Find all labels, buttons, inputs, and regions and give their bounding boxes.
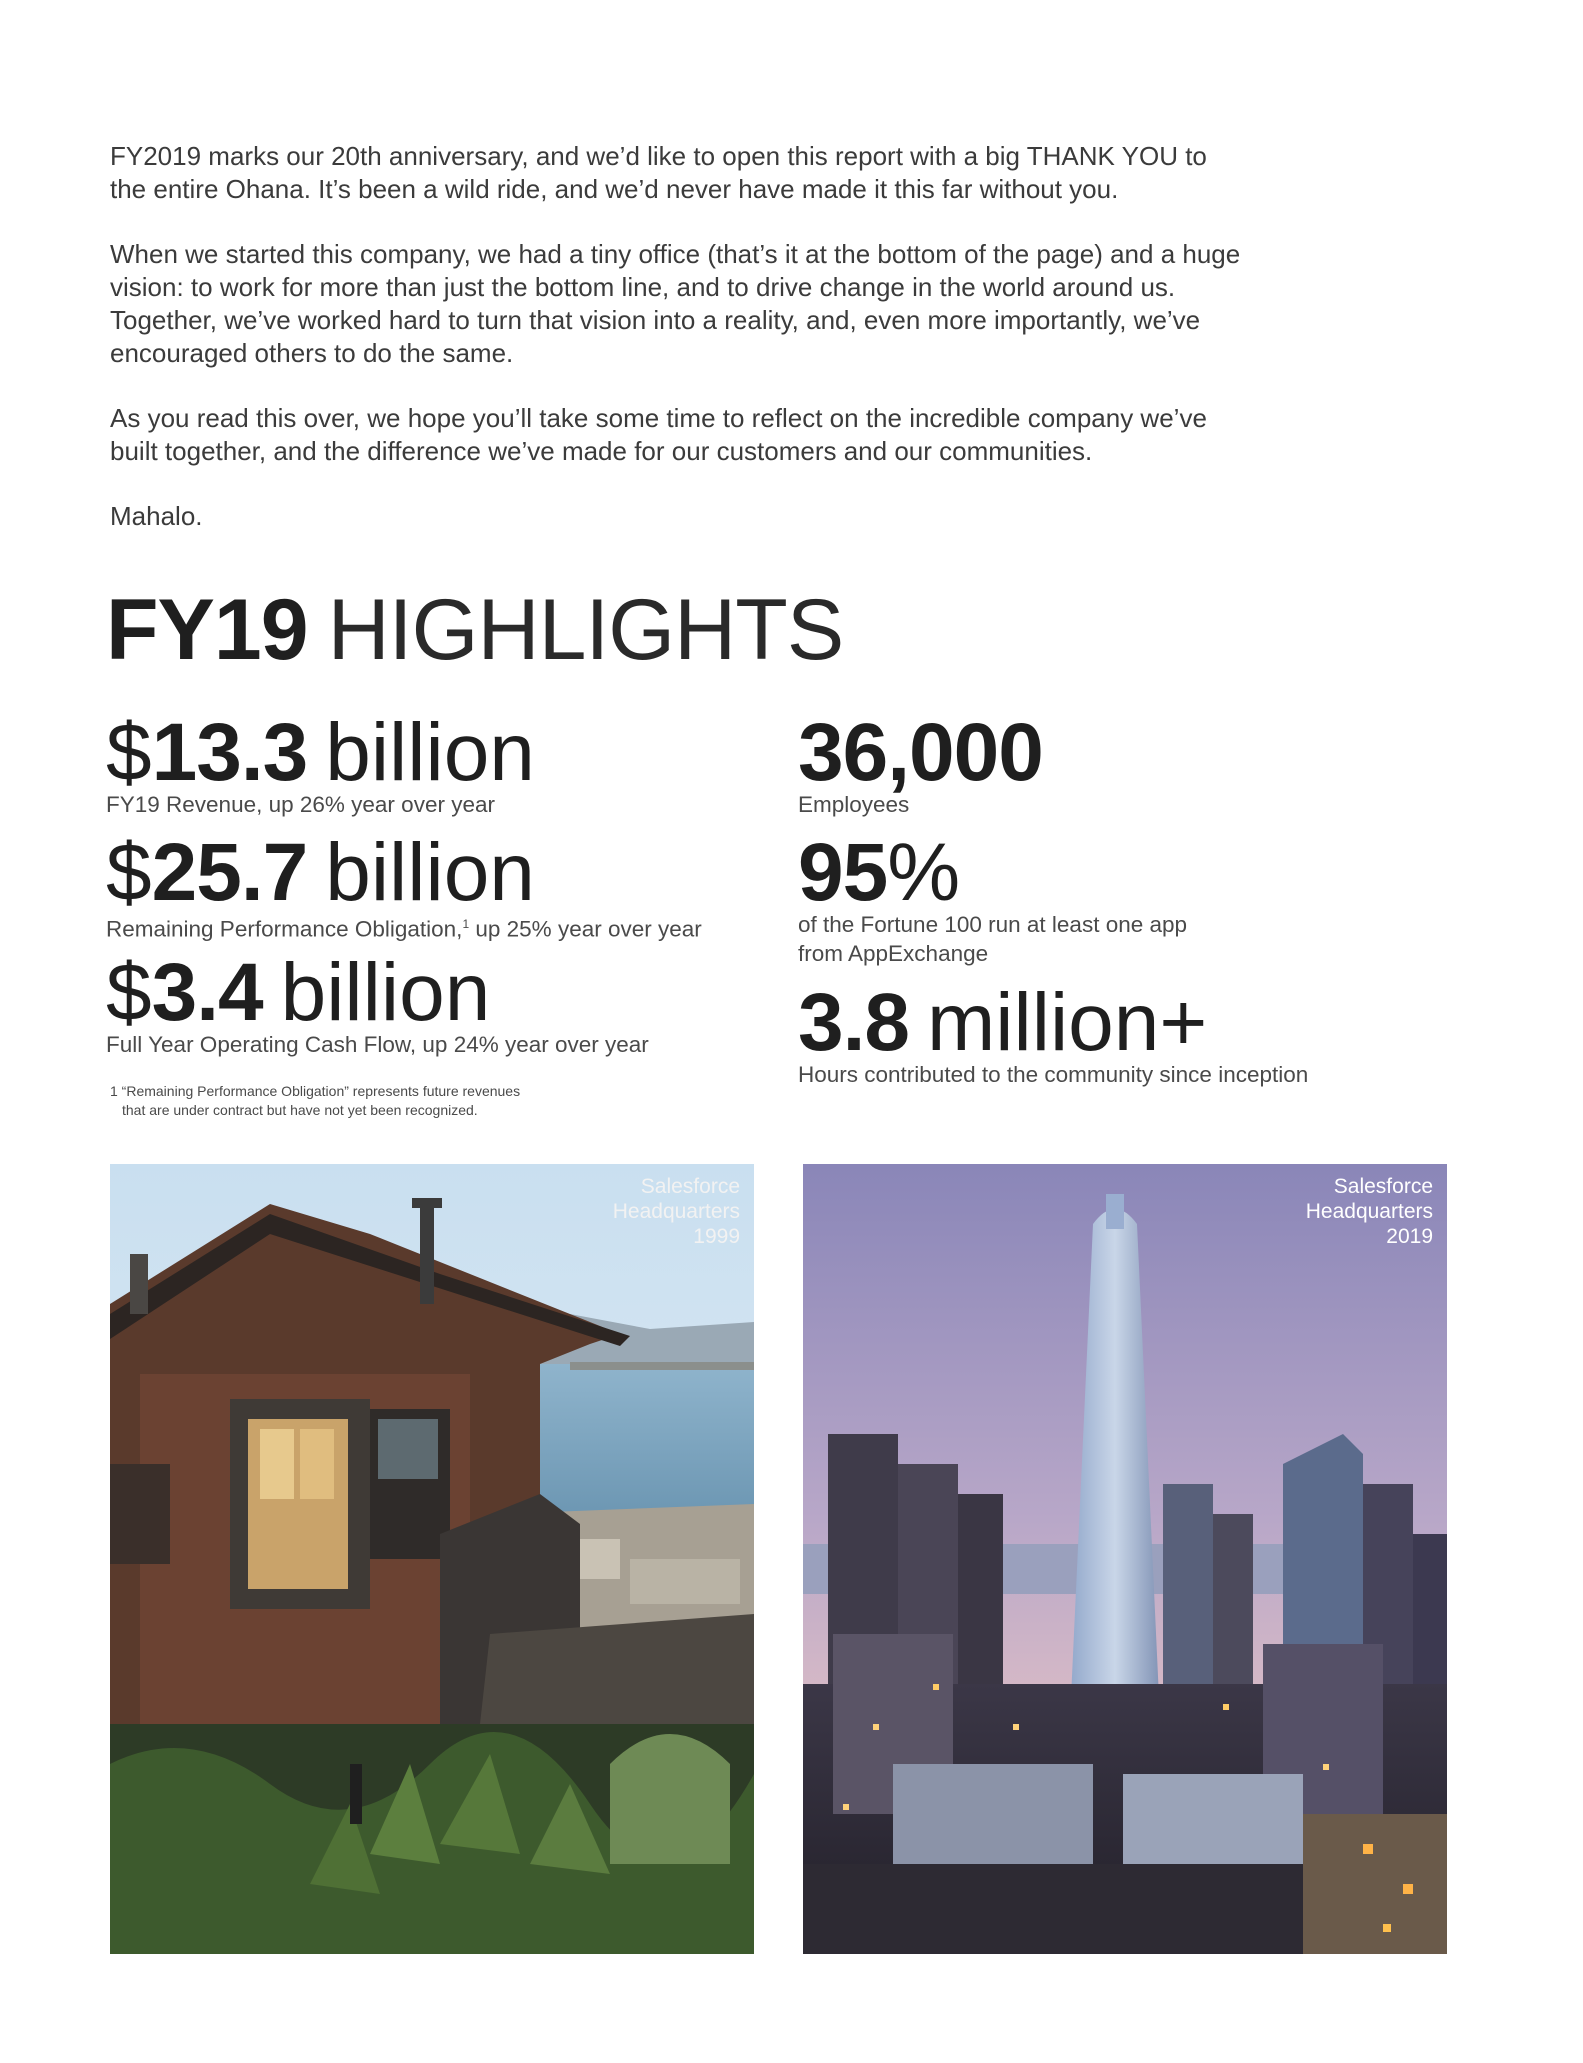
photo-caption: [613, 1174, 740, 1249]
stat-label-text: up 25% year over year: [469, 916, 702, 942]
stat-number: 3.4: [151, 947, 263, 1038]
highlights-title: [106, 582, 843, 678]
stat-unit: billion: [325, 827, 535, 918]
stat-volunteer-hours: [798, 977, 1309, 1089]
stat-unit: billion: [280, 947, 491, 1038]
stat-value: [106, 827, 702, 918]
stat-value: [106, 707, 535, 798]
photo-caption: [1306, 1174, 1433, 1249]
house-illustration: [110, 1164, 754, 1954]
stat-number: 25.7: [151, 827, 308, 918]
currency-symbol: $: [106, 707, 152, 798]
stat-cash-flow: [106, 947, 649, 1059]
caption-line: Salesforce: [1333, 1175, 1433, 1198]
stat-employees: [798, 707, 1043, 819]
stat-unit: %: [887, 827, 961, 918]
stat-value: [798, 707, 1043, 798]
currency-symbol: $: [106, 947, 152, 1038]
highlights-title-light: HIGHLIGHTS: [327, 582, 844, 678]
stat-label: Employees: [798, 792, 910, 817]
caption-line: Headquarters: [612, 1200, 740, 1223]
stat-value: [106, 947, 649, 1038]
intro-text: [110, 140, 1250, 565]
stat-label-line: from AppExchange: [798, 941, 989, 966]
stat-unit: million+: [927, 977, 1208, 1068]
stat-unit: billion: [325, 707, 535, 798]
stat-label: [106, 910, 702, 944]
stat-label: Hours contributed to the community since inception: [798, 1062, 1309, 1087]
stat-value: [798, 827, 1187, 918]
intro-paragraph: As you read this over, we hope you’ll take some time to reflect on the incredible company we’ve built together, and the difference we’ve made for our customers and our communities.: [110, 403, 1207, 466]
stat-number: 95: [798, 827, 888, 918]
caption-line: Headquarters: [1305, 1200, 1433, 1223]
stat-number: 3.8: [798, 977, 909, 1068]
stat-label: FY19 Revenue, up 26% year over year: [106, 792, 495, 817]
currency-symbol: $: [106, 827, 152, 918]
stat-label: [798, 910, 1187, 968]
footnote: [110, 1082, 520, 1120]
stat-label: Full Year Operating Cash Flow, up 24% year over year: [106, 1032, 649, 1057]
stat-number: 13.3: [151, 707, 308, 798]
stat-revenue: [106, 707, 535, 819]
intro-paragraph: When we started this company, we had a tiny office (that’s it at the bottom of the page) and a huge vision: to work for more than just the bottom line, and to drive change in the world around us. Together, we’ve worked hard to turn that vision into a reality, and, even more importantly, we’ve encouraged others to do the same.: [110, 239, 1241, 368]
footnote-line: that are under contract but have not yet been recognized.: [122, 1102, 478, 1118]
stat-number: 36,000: [798, 707, 1043, 798]
photo-hq-1999: [110, 1164, 754, 1954]
photo-hq-2019: [803, 1164, 1447, 1954]
skyline-illustration: [803, 1164, 1447, 1954]
caption-line: Salesforce: [640, 1175, 740, 1198]
footnote-marker: 1: [462, 917, 470, 931]
stat-fortune-100: [798, 827, 1188, 968]
stat-label-text: Remaining Performance Obligation,: [106, 916, 463, 942]
caption-line: 1999: [693, 1225, 740, 1248]
highlights-title-bold: FY19: [106, 582, 308, 678]
stat-label-line: of the Fortune 100 run at least one app: [798, 912, 1188, 937]
stat-value: [798, 977, 1308, 1068]
caption-line: 2019: [1386, 1225, 1433, 1248]
intro-paragraph: FY2019 marks our 20th anniversary, and we’d like to open this report with a big THANK YOU to the entire Ohana. It’s been a wild ride, and we’d never have made it this far without you.: [110, 141, 1207, 204]
stat-rpo: [106, 827, 702, 944]
intro-signoff: Mahalo.: [110, 501, 203, 531]
footnote-line: 1 “Remaining Performance Obligation” represents future revenues: [110, 1083, 521, 1099]
